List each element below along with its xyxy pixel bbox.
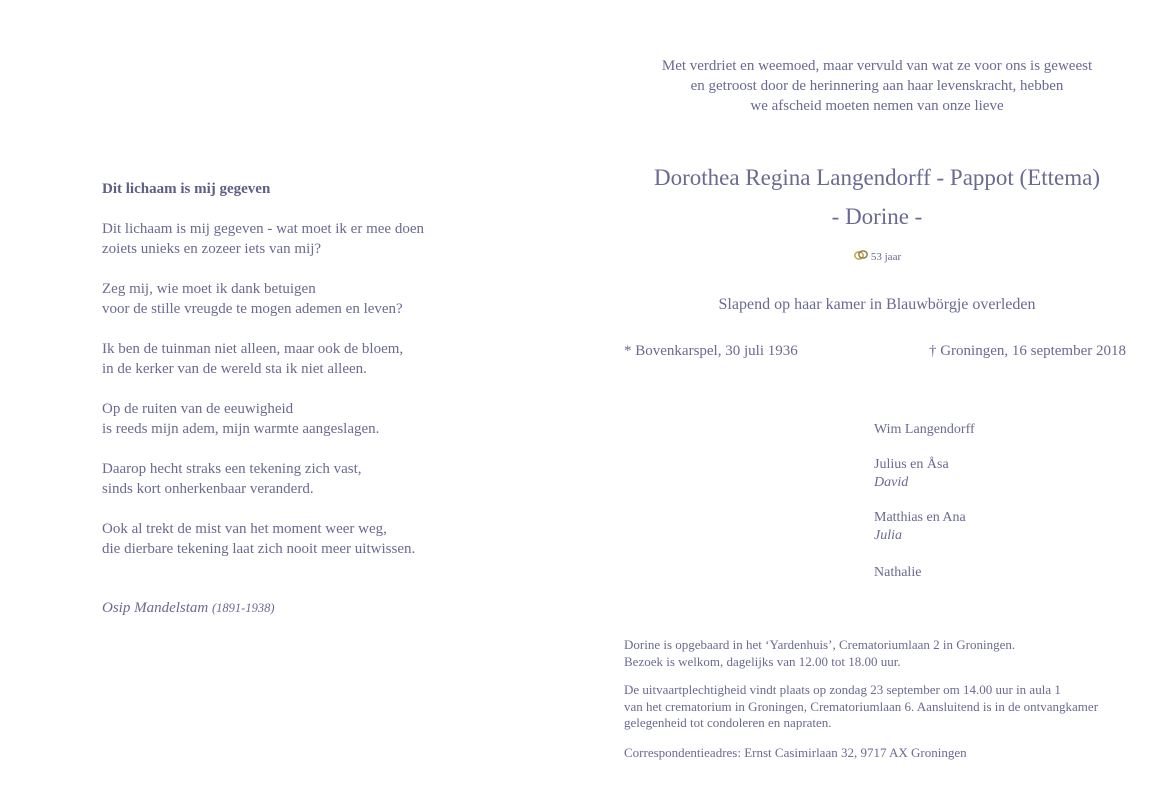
family-names: Julius en Åsa [874,457,949,472]
poem-line: zoiets unieks en zozeer iets van mij? [102,241,322,257]
family-child: Julia [874,528,902,543]
family-names: Matthias en Ana [874,510,966,525]
death-info: † Groningen, 16 september 2018 [928,343,1126,359]
family-member [874,509,966,545]
intro-line: Met verdriet en weemoed, maar vervuld van wat ze voor ons is geweest [661,58,1093,74]
deceased-nickname: - Dorine - [831,204,923,229]
poem-stanza-3 [102,339,403,379]
wedding-rings-icon [853,249,869,261]
info-line: gelegenheid tot condoleren en napraten. [624,715,832,730]
poem-line: Ik ben de tuinman niet alleen, maar ook de bloem, [102,341,404,357]
passing-statement: Slapend op haar kamer in Blauwbörgje overleden [718,296,1036,313]
marriage-years: 53 jaar [870,251,902,263]
info-line: Bezoek is welkom, dagelijks van 12.00 tot 18.00 uur. [624,653,901,669]
family-names: Wim Langendorff [874,422,975,437]
poem-author [102,600,275,617]
author-name: Osip Mandelstam [102,600,209,616]
poem-stanza-2 [102,279,403,319]
marriage-duration [620,249,1134,263]
poem-stanza-4 [102,399,379,439]
deceased-name: Dorothea Regina Langendorff - Pappot (Ettema) [653,165,1100,190]
viewing-info [624,637,1015,670]
poem-line: voor de stille vreugde te mogen ademen en leven? [102,301,403,317]
family-member [874,564,921,582]
poem-line: Ook al trekt de mist van het moment weer weg, [102,521,387,537]
poem-line: die dierbare tekening laat zich nooit meer uitwissen. [102,541,416,557]
birth-info: * Bovenkarspel, 30 juli 1936 [624,343,798,359]
poem-line: sinds kort onherkenbaar veranderd. [102,481,314,497]
info-line: Dorine is opgebaard in het ‘Yardenhuis’, Crematoriumlaan 2 in Groningen. [624,637,1016,652]
family-names: Nathalie [874,565,922,580]
info-line: van het crematorium in Groningen, Crematoriumlaan 6. Aansluitend is in de ontvangkamer [624,698,1099,714]
poem-line: Dit lichaam is mij gegeven - wat moet ik er mee doen [102,221,424,237]
intro-line: en getroost door de herinnering aan haar levenskracht, hebben [690,78,1064,94]
poem-stanza-1 [102,219,424,259]
info-line: De uitvaartplechtigheid vindt plaats op zondag 23 september om 14.00 uur in aula 1 [624,682,1061,697]
poem-stanza-6 [102,519,415,559]
author-years: (1891-1938) [212,601,275,615]
ceremony-info [624,682,1098,732]
poem-line: Op de ruiten van de eeuwigheid [102,401,294,417]
intro-text [620,56,1134,116]
family-member [874,456,949,492]
poem-line: in de kerker van de wereld sta ik niet alleen. [102,361,367,377]
family-child: David [874,475,909,490]
intro-line: we afscheid moeten nemen van onze lieve [750,98,1004,114]
family-member [874,421,975,439]
poem-line: Daarop hecht straks een tekening zich vast, [102,461,362,477]
poem-title: Dit lichaam is mij gegeven [102,181,271,197]
correspondence-address: Correspondentieadres: Ernst Casimirlaan 32, 9717 AX Groningen [624,745,967,760]
poem-line: is reeds mijn adem, mijn warmte aangeslagen. [102,421,380,437]
poem-stanza-5 [102,459,361,499]
poem-line: Zeg mij, wie moet ik dank betuigen [102,281,316,297]
